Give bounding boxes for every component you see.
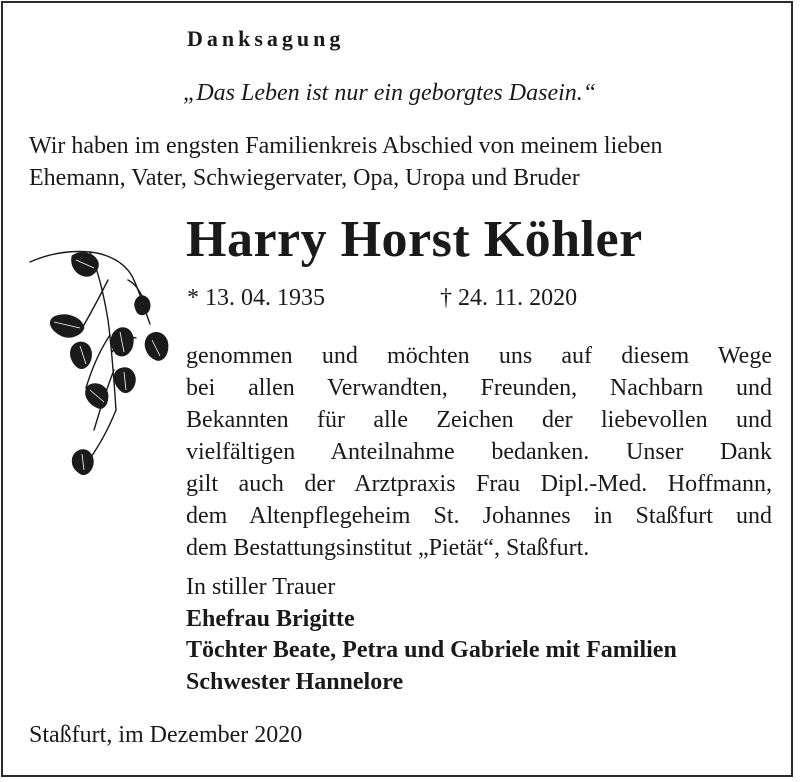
thanks-line: bei allen Verwandten, Freunden, Nachbarn und [186,375,772,401]
intro-text [29,130,774,194]
thanks-line: dem Bestattungsinstitut „Pietät“, Staßfurt. [186,535,590,561]
thanks-text [186,340,772,564]
intro-line: Wir haben im engsten Familienkreis Abschied von meinem lieben [29,133,663,159]
place-date: Staßfurt, im Dezember 2020 [29,722,303,748]
thanks-line: genommen und möchten uns auf diesem Wege [186,343,772,369]
mourners-block [186,572,677,698]
deceased-name: Harry Horst Köhler [186,211,643,268]
thanks-line: Bekannten für alle Zeichen der liebevollen und [186,407,772,433]
thanks-line: vielfältigen Anteilnahme bedanken. Unser Dank [186,439,772,465]
mourning-intro: In stiller Trauer [186,574,336,600]
thanks-line: dem Altenpflegeheim St. Johannes in Staßfurt und [186,503,772,529]
death-date: † 24. 11. 2020 [440,285,578,311]
birch-branch-icon [28,240,178,490]
mourner-name: Schwester Hannelore [186,668,404,695]
notice-heading: Danksagung [187,26,345,51]
birth-date: * 13. 04. 1935 [187,285,325,311]
mourner-name: Töchter Beate, Petra und Gabriele mit Familien [186,637,677,663]
mourner-name: Ehefrau Brigitte [186,605,355,632]
motto-quote: „Das Leben ist nur ein geborgtes Dasein.“ [183,80,597,106]
thanks-line: gilt auch der Arztpraxis Frau Dipl.-Med. Hoffmann, [186,471,772,497]
intro-line: Ehemann, Vater, Schwiegervater, Opa, Uropa und Bruder [29,165,580,191]
